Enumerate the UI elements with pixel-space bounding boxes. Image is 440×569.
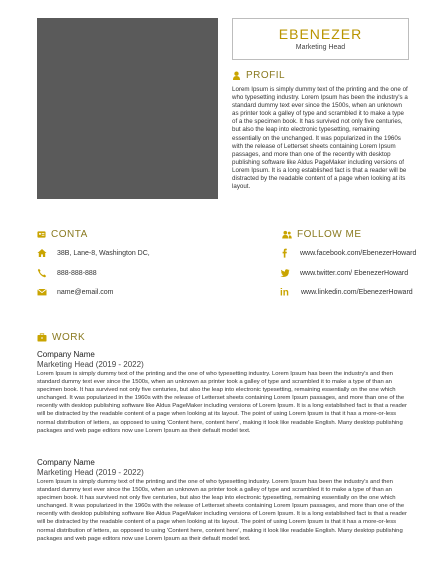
- profile-heading: [232, 70, 285, 81]
- users-icon: [282, 230, 292, 239]
- briefcase-icon: [37, 333, 47, 342]
- svg-text:in: in: [280, 287, 289, 299]
- follow-heading-label: FOLLOW ME: [297, 229, 362, 240]
- profile-text: Lorem Ipsum is simply dummy text of the printing and the one of who typesetting industry. Lorem Ipsum has been the industry's a standard dummy text ever since the 1500s, when an unknown as printer took a galley of type and scrambled it to make a type of a the specimen book. It has survived not only five centuries, but also the leap into electronic typesetting, remaining essentially on the unchanged. It was popularized in the 1960s with the release of Letterset sheets containing Lorem Ipsum passages, and more than one of the recently with desktop publishing software like Aldus PageMaker including versions of Lorem Ipsum. It is a long established fact is that a reader will be distracted by the readable content of a page when looking at its layout.: [232, 86, 408, 191]
- job-period: Marketing Head (2019 - 2022): [37, 360, 144, 369]
- twitter-icon: [280, 268, 290, 278]
- work-heading: [37, 332, 85, 343]
- phone-text[interactable]: 888-888-888: [57, 269, 97, 277]
- phone-icon: [37, 268, 47, 278]
- contact-heading-label: CONTA: [51, 229, 88, 240]
- user-icon: [232, 71, 241, 80]
- contact-phone: [37, 268, 97, 278]
- facebook-link[interactable]: www.facebook.com/EbenezerHoward: [300, 249, 417, 257]
- social-twitter: [280, 268, 408, 278]
- facebook-icon: [280, 248, 290, 258]
- envelope-icon: [37, 287, 47, 297]
- company-name: Company Name: [37, 458, 95, 467]
- twitter-link[interactable]: www.twitter.com/ EbenezerHoward: [300, 269, 409, 277]
- contact-address: [37, 248, 150, 258]
- contact-heading: [37, 229, 88, 240]
- person-name: EBENEZER: [278, 26, 363, 42]
- profile-heading-label: PROFIL: [246, 70, 286, 81]
- job-period: Marketing Head (2019 - 2022): [37, 468, 144, 477]
- home-icon: [37, 248, 47, 258]
- contact-email: [37, 287, 114, 297]
- social-facebook: [280, 248, 416, 258]
- company-name: Company Name: [37, 350, 95, 359]
- linkedin-link[interactable]: www.linkedin.com/EbenezerHoward: [301, 288, 413, 296]
- job-description: Lorem Ipsum is simply dummy text of the printing and the one of who typesetting industry. Lorem Ipsum has been the industry's and then standard dummy text ever since the 1500s, when an unknown as printer took a galley of type and scrambled it to make a type of than an specimen book. It has survived not only five centuries, but also the leap into electronic typesetting, remaining essentially on the one which unchanged. It was popularized in the 1960s with the release of Letterset sheets containing Lorem Ipsum passages, and more than one of the recently with desktop publishing software like Aldus PageMaker including versions of Lorem Ipsum. It is a long established fact is that a reader will be distracted by the readable content of a page when looking at its layout. The point of using Lorem Ipsum is that it has a more-or-less normal distribution of letters, as opposed to using 'Content here, content here', making it look like readable English. Many desktop publishing packages and web page editors now use Lorem Ipsum as their default model text.: [37, 371, 407, 434]
- address-card-icon: [37, 230, 46, 239]
- name-box: [232, 18, 409, 60]
- email-text[interactable]: name@email.com: [57, 288, 114, 296]
- work-heading-label: WORK: [52, 332, 86, 343]
- person-role: Marketing Head: [295, 44, 346, 51]
- work-entry-2: [37, 458, 411, 543]
- linkedin-icon: [280, 287, 291, 297]
- work-entry-1: [37, 350, 411, 435]
- job-description: Lorem Ipsum is simply dummy text of the printing and the one of who typesetting industry. Lorem Ipsum has been the industry's and then standard dummy text ever since the 1500s, when an unknown as printer took a galley of type and scrambled it to make a type of than an specimen book. It has survived not only five centuries, but also the leap into electronic typesetting, remaining essentially on the one which unchanged. It was popularized in the 1960s with the release of Letterset sheets containing Lorem Ipsum passages, and more than one of the recently with desktop publishing software like Aldus PageMaker including versions of Lorem Ipsum. It is a long established fact is that a reader will be distracted by the readable content of a page when looking at its layout. The point of using Lorem Ipsum is that it has a more-or-less normal distribution of letters, as opposed to using 'Content here, content here', making it look like readable English. Many desktop publishing packages and web page editors now use Lorem Ipsum as their default model text.: [37, 479, 407, 542]
- social-linkedin: [280, 287, 413, 297]
- follow-heading: [282, 229, 362, 240]
- address-text: 38B, Lane-8, Washington DC,: [57, 249, 150, 257]
- profile-photo: [37, 18, 218, 199]
